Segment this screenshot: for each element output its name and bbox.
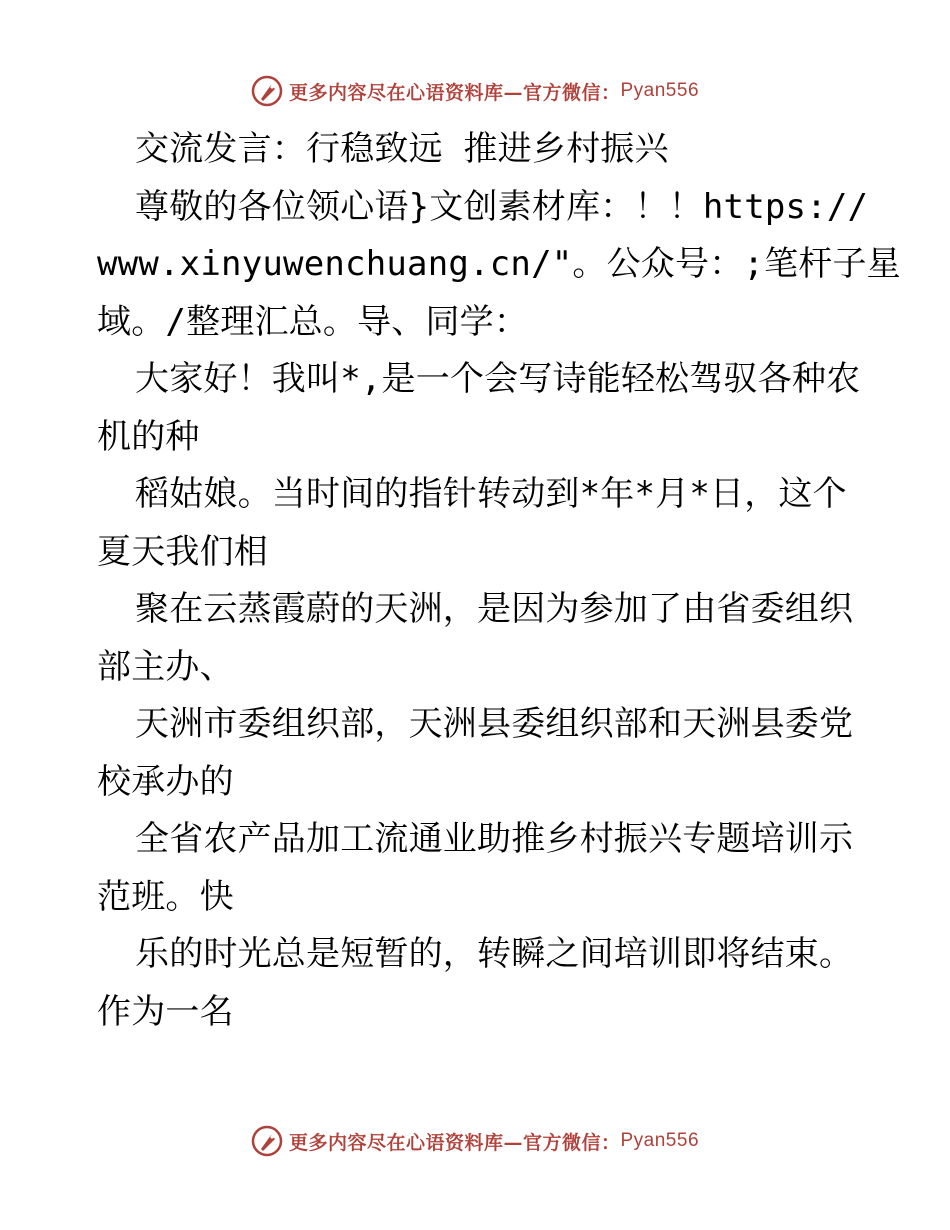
banner-text: 更多内容尽在心语资料库—官方微信：: [288, 1131, 621, 1154]
header-banner: [0, 71, 950, 111]
doc-line: 全省农产品加工流通业助推乡村振兴专题培训示: [135, 819, 854, 859]
doc-line: 机的种: [97, 416, 200, 457]
doc-line: 域。/整理汇总。导、同学：: [97, 301, 529, 342]
doc-line: 天洲市委组织部，天洲县委组织部和天洲县委党: [135, 704, 854, 744]
doc-line: www.xinyuwenchuang.cn/"。公众号：;笔杆子星: [97, 244, 901, 284]
doc-title: 交流发言：行稳致远 推进乡村振兴: [135, 129, 669, 169]
doc-line: 乐的时光总是短暂的，转瞬之间培训即将结束。: [135, 934, 854, 974]
doc-line: 校承办的: [97, 761, 234, 802]
pen-nib-logo-icon: [251, 1125, 283, 1157]
banner-text: 更多内容尽在心语资料库—官方微信：: [288, 81, 621, 104]
banner-contact: Pyan556: [620, 80, 700, 101]
doc-line: 范班。快: [97, 876, 234, 917]
banner-contact: Pyan556: [620, 1130, 700, 1151]
doc-line: 作为一名: [97, 991, 234, 1032]
document-body: [97, 121, 901, 1041]
doc-line: 聚在云蒸霞蔚的天洲，是因为参加了由省委组织: [135, 589, 854, 629]
doc-line: 夏天我们相: [97, 531, 268, 572]
doc-line: 尊敬的各位领心语}文创素材库：！！https://: [135, 186, 869, 227]
doc-line: 大家好！我叫*,是一个会写诗能轻松驾驭各种农: [135, 359, 861, 399]
pen-nib-logo-icon: [251, 75, 283, 107]
doc-line: 稻姑娘。当时间的指针转动到*年*月*日，这个: [135, 474, 847, 514]
doc-line: 部主办、: [97, 646, 234, 687]
footer-banner: [0, 1121, 950, 1161]
